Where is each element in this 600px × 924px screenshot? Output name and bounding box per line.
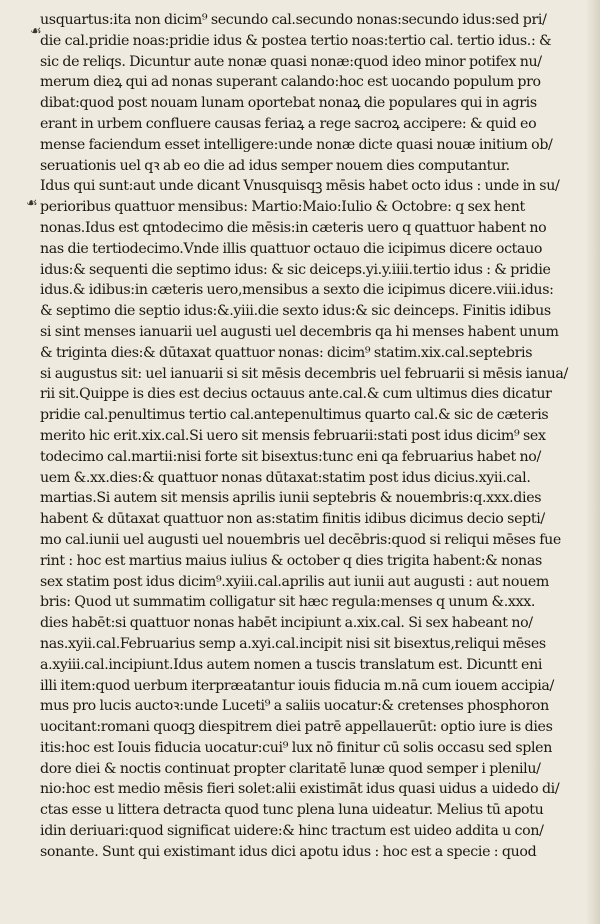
text-line: nio:hoc est medio mēsis fieri solet:alii existimāt idus quasi uidus a uidedo di/	[40, 781, 560, 798]
text-line: idin deriuari:quod significat uidere:& hinc tractum est uideo addita u con/	[40, 823, 544, 840]
text-line: dies habēt:si quattuor nonas habēt incipiunt a.xix.cal. Si sex habeant no/	[40, 615, 533, 632]
text-line: seruationis uel qꝛ ab eo die ad idus semper nouem dies computantur.	[40, 157, 510, 174]
text-line: usquartus:ita non dicim⁹ secundo cal.secundo nonas:secundo idus:sed pri/	[40, 12, 547, 28]
text-line: rii sit.Quippe is dies est decius octauus ante.cal.& cum ultimus dies dicatur	[40, 386, 552, 403]
text-line: uem &.xx.dies:& quattuor nonas dūtaxat:statim post idus dicius.xyii.cal.	[40, 469, 531, 486]
text-line: mo cal.iunii uel augusti uel nouembris uel decēbris:quod si reliqui mēses fue	[40, 531, 561, 548]
text-line: nas die tertiodecimo.Vnde illis quattuor octauo die icipimus dicere octauo	[40, 240, 543, 257]
text-line: die cal.pridie noas:pridie idus & postea tertio noas:tertio cal. tertio idus.: &	[40, 32, 552, 49]
text-line: merito hic erit.xix.cal.Si uero sit mensis februarii:stati post idus dicim⁹ sex	[40, 427, 546, 444]
text-line: martias.Si autem sit mensis aprilis iunii septebris & nouembris:q.xxx.dies	[40, 490, 542, 507]
text-line: perioribus quattuor mensibus: Martio:Maio:Iulio & Octobre: q sex hent	[40, 199, 525, 216]
text-line: nonas.Idus est qntodecimo die mēsis:in cæteris uero q quattuor habent no	[40, 219, 547, 236]
page-edge-shadow	[586, 0, 600, 924]
margin-mark-middle: ☙	[26, 196, 38, 211]
text-line: si augustus sit: uel ianuarii si sit mēsis decembris uel februarii si mēsis ianua/	[40, 365, 568, 382]
text-line: itis:hoc est Iouis fiducia uocatur:cui⁹ lux nō finitur cū solis occasu sed splen	[40, 739, 553, 756]
margin-mark-top: ☙	[30, 24, 42, 39]
text-line: todecimo cal.martii:nisi forte sit bisextus:tunc eni qa februarius habet no/	[40, 448, 541, 465]
text-line: sic de reliqs. Dicuntur aute nonæ quasi nonæ:quod ideo minor potifex nu/	[40, 53, 542, 70]
text-line: merum dieꝝ qui ad nonas superant calando:hoc est uocando populum pro	[40, 74, 541, 91]
text-block	[40, 10, 570, 863]
text-line: si sint menses ianuarii uel augusti uel decembris qa hi menses habent unum	[40, 323, 559, 340]
text-line: a.xyiii.cal.incipiunt.Idus autem nomen a tuscis translatum est. Dicuntt eni	[40, 656, 543, 673]
text-line: nas.xyii.cal.Februarius semp a.xyi.cal.incipit nisi sit bisextus,reliqui mēses	[40, 635, 546, 652]
text-line: idus:& sequenti die septimo idus: & sic deiceps.yi.y.iiii.tertio idus : & pridie	[40, 261, 551, 278]
text-line: erant in urbem confluere causas feriaꝝ a rege sacroꝝ accipere: & quid eo	[40, 115, 537, 132]
text-line: mus pro lucis auctoꝛ:unde Luceti⁹ a saliis uocatur:& cretenses phosphoron	[40, 698, 549, 715]
text-line: idus.& idibus:in cæteris uero,mensibus a sexto die icipimus dicere.viii.idus:	[40, 282, 554, 299]
text-line: ctas esse u littera detracta quod tunc plena luna uideatur. Melius tū apotu	[40, 802, 544, 819]
text-line: sex statim post idus dicim⁹.xyiii.cal.aprilis aut iunii aut augusti : aut nouem	[40, 573, 550, 590]
text-line: bris: Quod ut summatim colligatur sit hæc regula:menses q unum &.xxx.	[40, 594, 536, 611]
text-line: rint : hoc est martius maius iulius & october q dies trigita habent:& nonas	[40, 552, 542, 569]
text-line: Idus qui sunt:aut unde dicant Vnusquisqꝫ mēsis habet octo idus : unde in su/	[40, 178, 560, 195]
text-line: uocitant:romani quoqꝫ diespitrem diei patrē appellauerūt: optio iure is dies	[40, 719, 553, 736]
text-line: & triginta dies:& dūtaxat quattuor nonas: dicim⁹ statim.xix.cal.septebris	[40, 344, 533, 361]
text-line: illi item:quod uerbum iterpræatantur iouis fiducia m.nā cum iouem accipia/	[40, 677, 554, 694]
text-line: sonante. Sunt qui existimant idus dici apotu idus : hoc est a specie : quod	[40, 843, 537, 860]
text-line: pridie cal.penultimus tertio cal.antepenultimus quarto cal.& sic de cæteris	[40, 407, 549, 424]
text-line: mense faciendum esset intelligere:unde nonæ dicte quasi nouæ initium ob/	[40, 136, 553, 153]
text-line: & septimo die septio idus:&.yiii.die sexto idus:& sic deinceps. Finitis idibus	[40, 303, 551, 320]
text-line: habent & dūtaxat quattuor non as:statim finitis idibus dicimus decio septi/	[40, 511, 545, 528]
text-line: dibat:quod post nouam lunam oportebat nonaꝝ die populares qui in agris	[40, 95, 537, 112]
text-line: dore diei & noctis continuat propter claritatē lunæ quod semper i plenilu/	[40, 760, 541, 777]
